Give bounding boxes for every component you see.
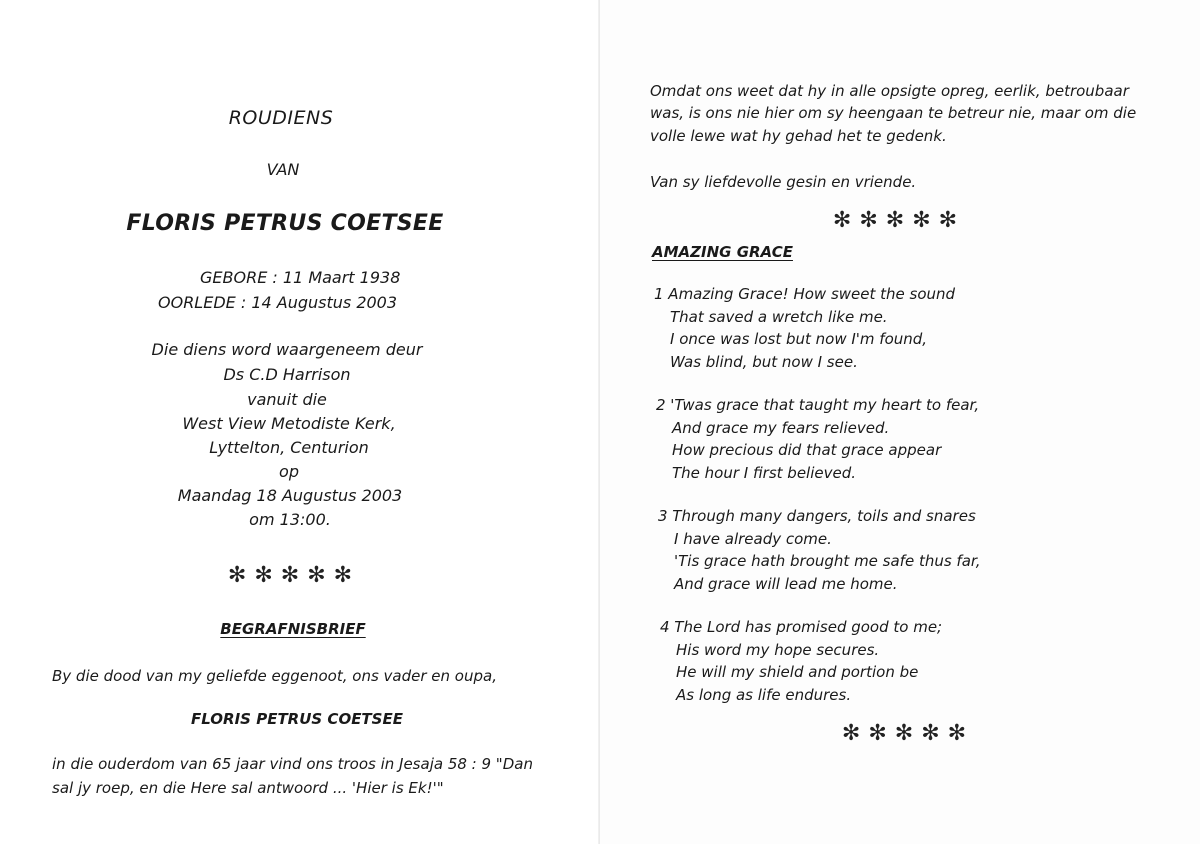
hymn-line: 2 'Twas grace that taught my heart to fear,: [656, 396, 980, 414]
service-line: Die diens word waargeneem deur: [151, 340, 423, 359]
family-signoff: Van sy liefdevolle gesin en vriende.: [650, 173, 917, 191]
star-divider: ✻✻✻✻✻: [841, 721, 975, 746]
birth-date: GEBORE : 11 Maart 1938: [200, 268, 401, 287]
star-divider: ✻✻✻✻✻: [832, 208, 966, 233]
hymn-line: How precious did that grace appear: [672, 441, 942, 459]
hymn-line: And grace will lead me home.: [674, 575, 898, 593]
tribute-line: was, is ons nie hier om sy heengaan te betreur nie, maar om die: [650, 104, 1137, 122]
hymn-line: As long as life endures.: [676, 686, 852, 704]
hymn-line: The hour I first believed.: [672, 464, 857, 482]
hymn-line: 4 The Lord has promised good to me;: [660, 618, 943, 636]
hymn-line: He will my shield and portion be: [676, 663, 919, 681]
service-line: vanuit die: [247, 390, 327, 409]
tribute-line: volle lewe wat hy gehad het te gedenk.: [650, 127, 947, 145]
service-line: West View Metodiste Kerk,: [182, 414, 396, 433]
van-label: VAN: [266, 160, 300, 179]
hymn-line: That saved a wretch like me.: [670, 308, 888, 326]
document-title: ROUDIENS: [228, 107, 334, 129]
tribute-line: Omdat ons weet dat hy in alle opsigte opreg, eerlik, betroubaar: [650, 82, 1129, 100]
service-line: Lyttelton, Centurion: [209, 438, 369, 457]
right-page: [600, 0, 1200, 844]
closing-text-line: sal jy roep, en die Here sal antwoord ... 'Hier is Ek!'": [52, 779, 444, 797]
hymn-line: I once was lost but now I'm found,: [670, 330, 928, 348]
hymn-line: Was blind, but now I see.: [670, 353, 858, 371]
intro-text: By die dood van my geliefde eggenoot, ons vader en oupa,: [52, 667, 497, 685]
hymn-line: 1 Amazing Grace! How sweet the sound: [654, 285, 956, 303]
hymn-line: 'Tis grace hath brought me safe thus far,: [674, 552, 981, 570]
service-line: op: [279, 462, 299, 481]
hymn-line: 3 Through many dangers, toils and snares: [658, 507, 976, 525]
deceased-name: FLORIS PETRUS COETSEE: [126, 211, 444, 236]
deceased-name-small: FLORIS PETRUS COETSEE: [191, 710, 403, 728]
hymn-line: And grace my fears relieved.: [672, 419, 890, 437]
star-divider: ✻✻✻✻✻: [227, 563, 361, 588]
hymn-line: I have already come.: [674, 530, 832, 548]
service-line: Ds C.D Harrison: [223, 365, 351, 384]
section-heading: BEGRAFNISBRIEF: [220, 620, 366, 638]
death-date: OORLEDE : 14 Augustus 2003: [158, 293, 398, 312]
hymn-title: AMAZING GRACE: [652, 243, 793, 261]
service-line: om 13:00.: [249, 510, 331, 529]
hymn-line: His word my hope secures.: [676, 641, 880, 659]
closing-text-line: in die ouderdom van 65 jaar vind ons troos in Jesaja 58 : 9 "Dan: [52, 755, 533, 773]
service-line: Maandag 18 Augustus 2003: [177, 486, 403, 505]
